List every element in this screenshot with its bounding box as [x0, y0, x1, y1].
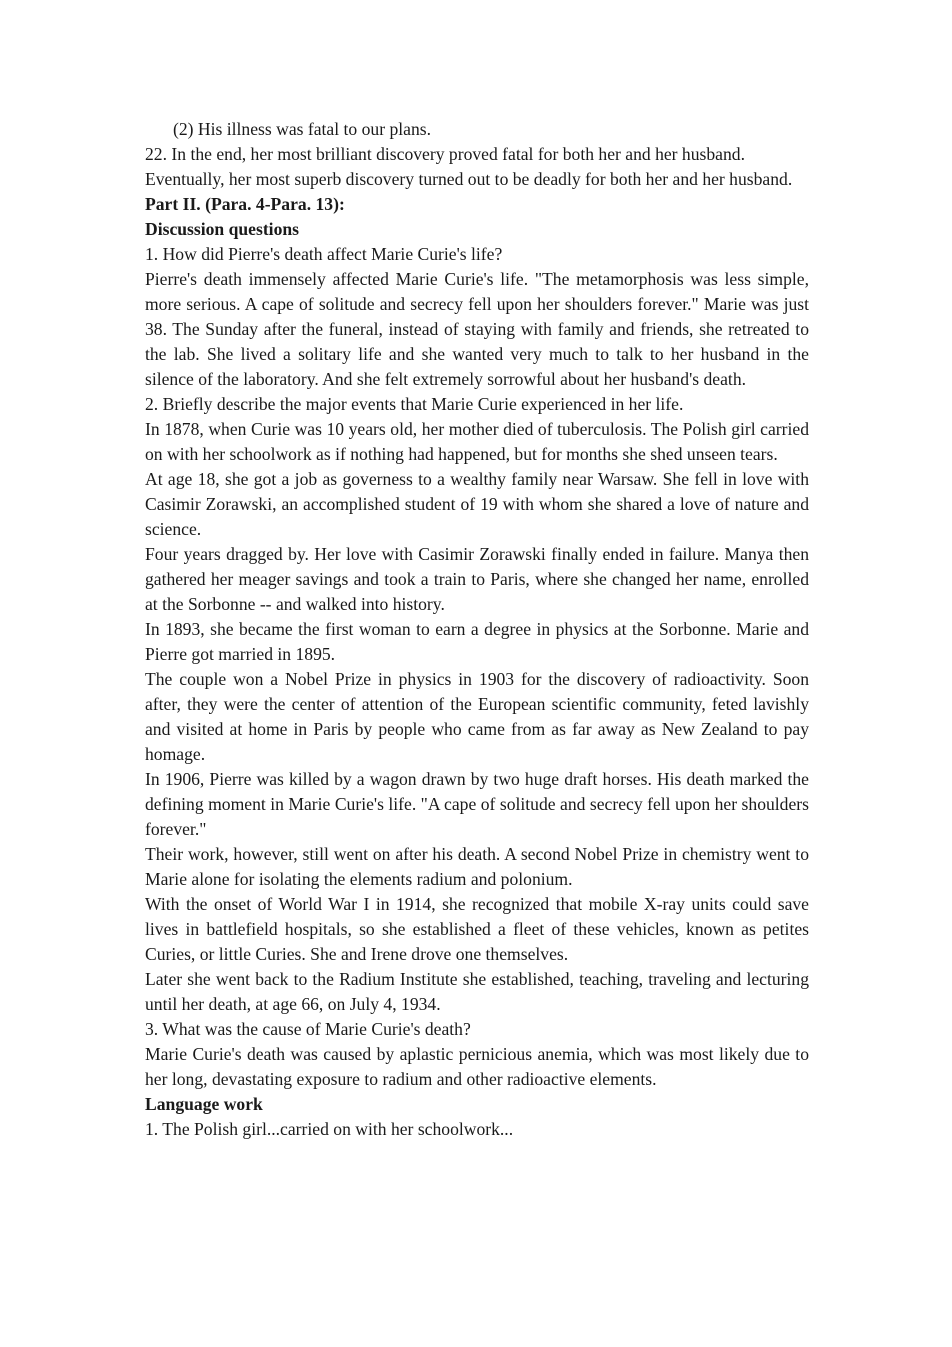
- question-2: 2. Briefly describe the major events that Marie Curie experienced in her life.: [145, 394, 684, 414]
- answer-2-paragraph-1906: In 1906, Pierre was killed by a wagon drawn by two huge draft horses. His death marked the defining moment in Marie Curie's life. "A cape of solitude and secrecy fell upon her shoulders forever.": [145, 769, 809, 839]
- answer-3: Marie Curie's death was caused by aplastic pernicious anemia, which was most likely due to her long, devastating exposure to radium and other radioactive elements.: [145, 1044, 809, 1089]
- example-sentence: (2) His illness was fatal to our plans.: [173, 119, 431, 139]
- section-heading-part-ii: Part II. (Para. 4-Para. 13):: [145, 194, 345, 214]
- section-heading-discussion: Discussion questions: [145, 219, 299, 239]
- section-heading-language-work: Language work: [145, 1094, 263, 1114]
- answer-2-paragraph-1878: In 1878, when Curie was 10 years old, her mother died of tuberculosis. The Polish girl carried on with her schoolwork as if nothing had happened, but for months she shed unseen tears.: [145, 419, 809, 464]
- answer-2-paragraph-nobel-1903: The couple won a Nobel Prize in physics in 1903 for the discovery of radioactivity. Soon after, they were the center of attention of the European scientific community, feted lavishly and visited at home in Paris by people who came from as far away as New Zealand to pay homage.: [145, 669, 809, 764]
- answer-2-paragraph-world-war: With the onset of World War I in 1914, she recognized that mobile X-ray units could save lives in battlefield hospitals, so she established a fleet of these vehicles, known as petites Curies, or little Curies. She and Irene drove one themselves.: [145, 894, 809, 964]
- answer-2-paragraph-four-years: Four years dragged by. Her love with Casimir Zorawski finally ended in failure. Manya then gathered her meager savings and took a train to Paris, where she changed her name, enrolled at the Sorbonne -- and walked into history.: [145, 544, 809, 614]
- document-page: [145, 117, 809, 1142]
- answer-1: Pierre's death immensely affected Marie Curie's life. "The metamorphosis was less simple, more serious. A cape of solitude and secrecy fell upon her shoulders forever." Marie was just 38. The Sunday after the funeral, instead of staying with family and friends, she retreated to the lab. She lived a solitary life and she wanted very much to talk to her husband in the silence of the laboratory. And she felt extremely sorrowful about her husband's death.: [145, 269, 809, 389]
- answer-2-paragraph-radium-institute: Later she went back to the Radium Institute she established, teaching, traveling and lecturing until her death, at age 66, on July 4, 1934.: [145, 969, 809, 1014]
- language-work-item-1: 1. The Polish girl...carried on with her schoolwork...: [145, 1119, 514, 1139]
- question-3: 3. What was the cause of Marie Curie's death?: [145, 1019, 471, 1039]
- item-22-paraphrase: Eventually, her most superb discovery turned out to be deadly for both her and her husband.: [145, 169, 793, 189]
- question-1: 1. How did Pierre's death affect Marie Curie's life?: [145, 244, 503, 264]
- answer-2-paragraph-age-18: At age 18, she got a job as governess to a wealthy family near Warsaw. She fell in love with Casimir Zorawski, an accomplished student of 19 with whom she shared a love of nature and science.: [145, 469, 809, 539]
- item-22-sentence: 22. In the end, her most brilliant discovery proved fatal for both her and her husband.: [145, 144, 745, 164]
- answer-2-paragraph-second-nobel: Their work, however, still went on after his death. A second Nobel Prize in chemistry went to Marie alone for isolating the elements radium and polonium.: [145, 844, 809, 889]
- answer-2-paragraph-1893: In 1893, she became the first woman to earn a degree in physics at the Sorbonne. Marie and Pierre got married in 1895.: [145, 619, 809, 664]
